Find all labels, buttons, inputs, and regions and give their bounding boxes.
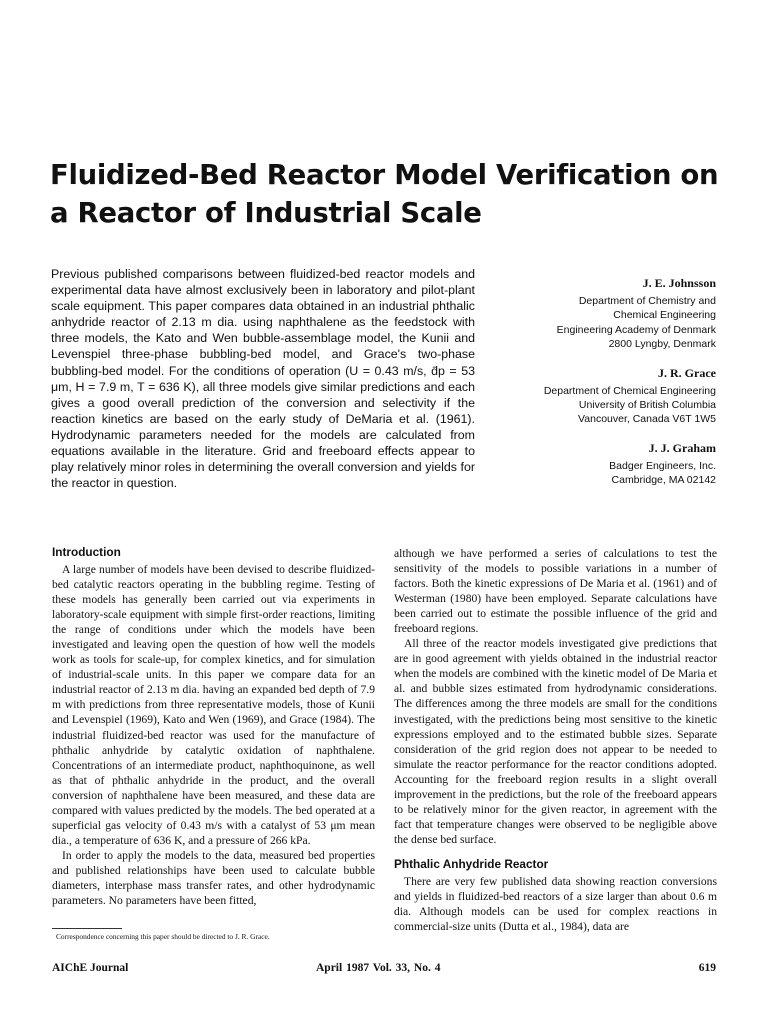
footnote-rule [52, 928, 122, 929]
affiliation-line: Engineering Academy of Denmark [556, 323, 716, 336]
affiliation-line: Department of Chemical Engineering [543, 384, 716, 397]
footer-issue: April 1987 Vol. 33, No. 4 [316, 962, 441, 974]
affiliation-line: University of British Columbia [578, 399, 716, 412]
paper-title: Fluidized-Bed Reactor Model Verification on a Reactor of Industrial Scale [50, 159, 719, 229]
paragraph: There are very few published data showing reaction conversions and yields in fluidized-bed reactors of a size larger than about 0.6 m dia. Although models can be used for complex reactions in commercial-size units (Dutta et al., 1984), data are [394, 874, 717, 934]
affiliation-line: Department of Chemistry and [578, 295, 716, 307]
footnote: Correspondence concerning this paper should be directed to J. R. Grace. [56, 932, 270, 941]
body-column-right [394, 546, 717, 934]
paragraph: although we have performed a series of calculations to test the sensitivity of the models to possible variations in a number of factors. Both the kinetic expressions of De Maria et al. (1961) and of Westerman (1980) have been employed. Separate calculations have been carried out to estimate the possible influence of the grid and freeboard regions. [394, 547, 717, 636]
author-name: J. R. Grace [658, 365, 716, 380]
paragraph: All three of the reactor models investigated give predictions that are in good agreement with yields obtained in the industrial reactor when the models are combined with the kinetic model of De Maria et al. and bubble sizes estimated from hydrodynamic considerations. The differences among the three models are small for the conditions investigated, with the predictions being most sensitive to the kinetic expressions employed and to the estimated bubble sizes. Separate consideration of the grid region does not appear to be needed to simulate the reactor performance for the reactor conditions adopted. Accounting for the freeboard region results in a slight overall improvement in the predictions, but the role of the freeboard appears to be relatively minor for the given reactor, in agreement with the fact that temperature changes were observed to be negligible above the dense bed surface. [394, 637, 717, 846]
affiliation-line: Badger Engineers, Inc. [609, 459, 716, 472]
author-johnsson [512, 276, 716, 352]
section-heading-introduction: Introduction [52, 545, 121, 559]
paragraph: In order to apply the models to the data, measured bed properties and published relationships have been used to calculate bubble diameters, interphase mass transfer rates, and other hydrodynamic parameters. No parameters have been fitted, [52, 848, 375, 908]
author-grace [512, 366, 716, 427]
author-graham [512, 441, 716, 488]
affiliation-line: Chemical Engineering [613, 309, 716, 322]
affiliation-line: 2800 Lyngby, Denmark [608, 338, 716, 351]
affiliation-line: Vancouver, Canada V6T 1W5 [578, 413, 716, 426]
section-heading-phthalic-anhydride-reactor: Phthalic Anhydride Reactor [394, 856, 549, 871]
body-column-left [52, 545, 375, 908]
paragraph: A large number of models have been devised to describe fluidized-bed catalytic reactors operating in the bubbling regime. Testing of these models has generally been carried out via experiments in laboratory-scale equipment with simple first-order reactions, limiting the range of conditions under which the models have been investigated and leaving open the question of how well the models work as tools for scale-up, for complex kinetics, and for simulation of industrial-scale units. In this paper we compare data for an industrial reactor of 2.13 m dia. having an expanded bed depth of 7.9 m with predictions from three representative models, those of Kunii and Levenspiel (1969), Kato and Wen (1969), and Grace (1984). The industrial fluidized-bed reactor was used for the manufacture of phthalic anhydride by catalytic oxidation of naphthalene. Concentrations of an intermediate product, naphthoquinone, as well as that of phthalic anhydride in the product, and the overall conversion of naphthalene have been measured, and these data are compared with values predicted by the models. The bed operated at a superficial gas velocity of 0.43 m/s with a catalyst of 53 μm mean dia., a temperature of 636 K, and a pressure of 266 kPa. [52, 563, 375, 847]
author-name: J. E. Johnsson [642, 276, 716, 290]
abstract: Previous published comparisons between fluidized-bed reactor models and experimental data have almost exclusively been in laboratory and pilot-plant scale equipment. This paper compares data obtained in an industrial phthalic anhydride reactor of 2.13 m dia. using naphthalene as the feedstock with three models, the Kato and Wen bubble-assemblage model, the Kunii and Levenspiel three-phase bubbling-bed model, and Grace's two-phase bubbling-bed model. For the conditions of operation (U = 0.43 m/s, d̄p = 53 μm, H = 7.9 m, T = 636 K), all three models give similar predictions and each gives a good overall prediction of the conversion and selectivity if the reaction kinetics are based on the early study of DeMaria et al. (1961). Hydrodynamic parameters needed for the models are calculated from equations available in the literature. Grid and freeboard effects appear to play relatively minor roles in determining the overall conversion and yields for the reactor in question. [51, 267, 475, 491]
page-number: 619 [698, 962, 716, 974]
affiliation-line: Cambridge, MA 02142 [611, 474, 716, 487]
author-name: J. J. Graham [648, 440, 716, 455]
author-block [512, 276, 716, 502]
footer-journal: AIChE Journal [52, 962, 129, 974]
